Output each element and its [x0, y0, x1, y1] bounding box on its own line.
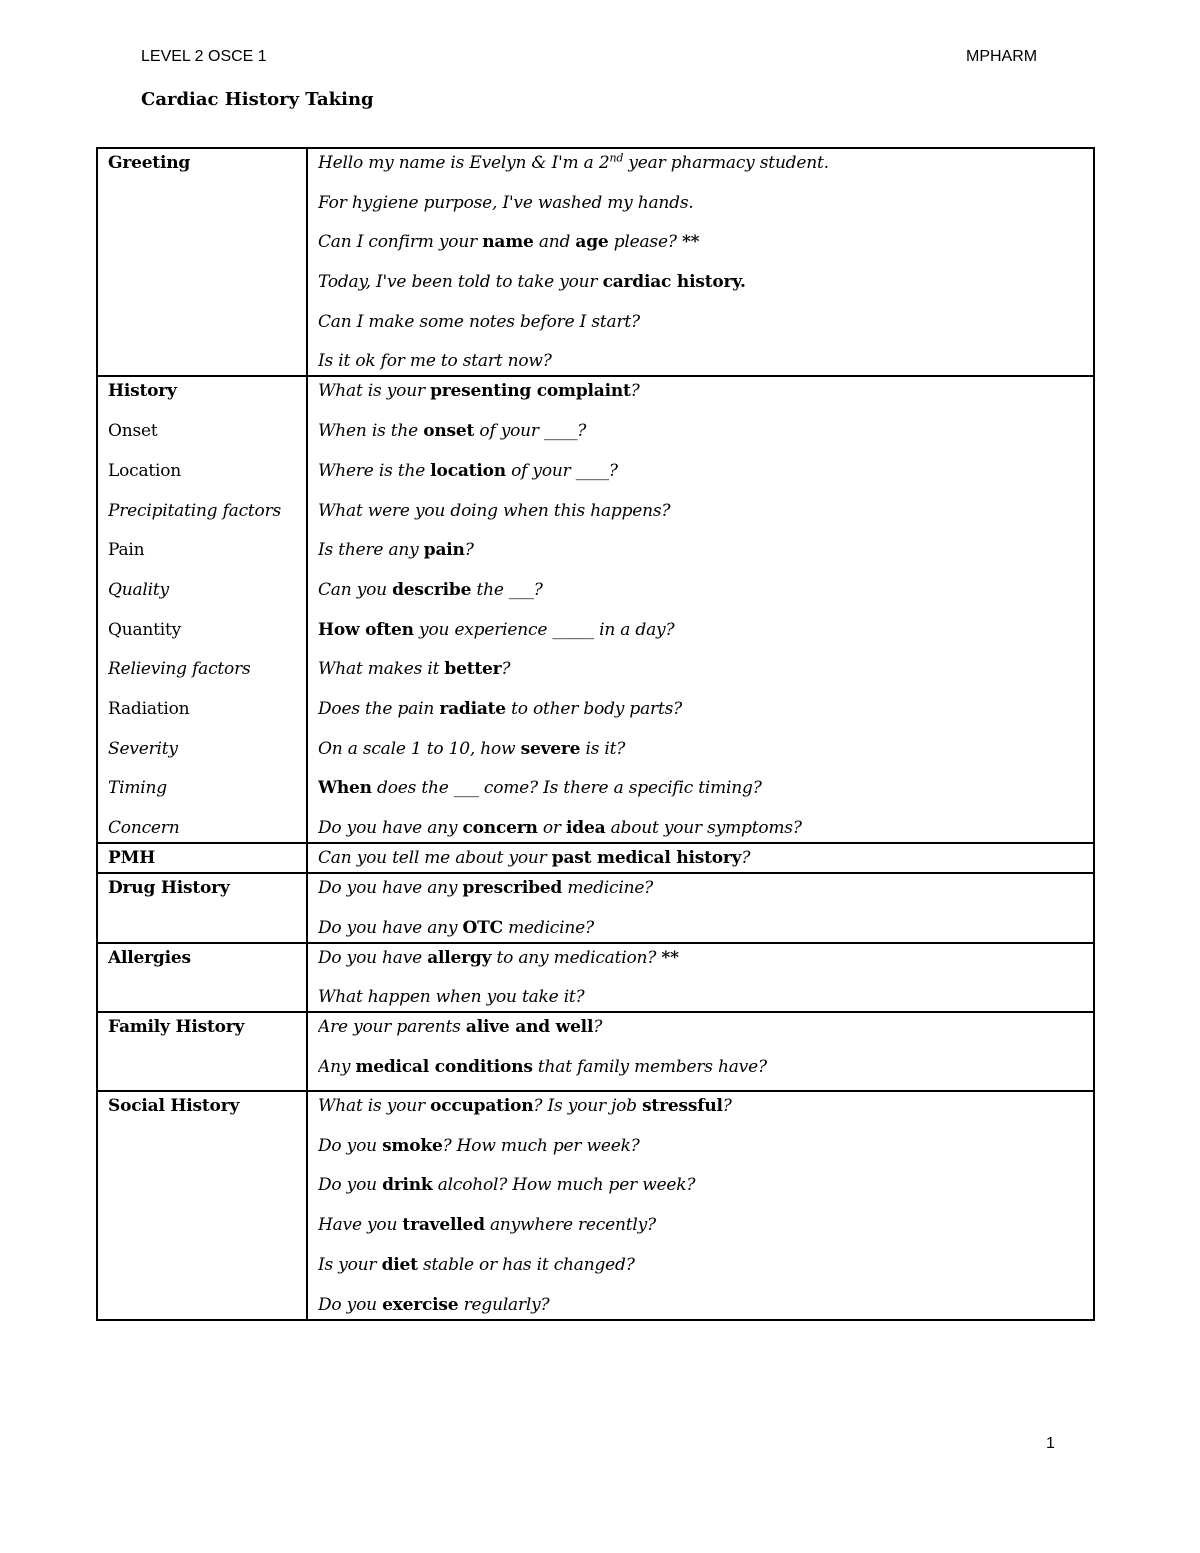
history-label-severity: Severity	[108, 738, 178, 759]
history-q-concern: Do you have any concern or idea about your symptoms?	[318, 818, 802, 838]
history-table	[96, 147, 1095, 1321]
table-row-allergies	[97, 943, 1094, 1013]
table-row-pmh	[97, 843, 1094, 873]
history-label-concern: Concern	[108, 818, 180, 838]
section-label-history: History	[108, 381, 177, 402]
greeting-intro: Hello my name is Evelyn & I'm a 2nd year pharmacy student.	[318, 151, 829, 173]
history-q-quantity: How often you experience _____ in a day?	[318, 619, 675, 640]
label-cell	[97, 943, 307, 1013]
history-label-onset: Onset	[108, 421, 158, 442]
history-label-quality: Quality	[108, 579, 169, 600]
history-label-location: Location	[108, 460, 182, 481]
social-q-drink: Do you drink alcohol? How much per week?	[318, 1175, 696, 1196]
greeting-confirm: Can I confirm your name and age please? **	[318, 232, 700, 253]
question-cell	[307, 943, 1094, 1013]
section-label-pmh: PMH	[108, 848, 156, 868]
social-q-exercise: Do you exercise regularly?	[318, 1294, 550, 1315]
history-label-radiation: Radiation	[108, 698, 190, 719]
history-q-presenting: What is your presenting complaint?	[318, 381, 640, 402]
social-q-smoke: Do you smoke? How much per week?	[318, 1135, 640, 1156]
drug-q-otc: Do you have any OTC medicine?	[318, 917, 594, 938]
allergies-q-allergy: Do you have allergy to any medication? **	[318, 947, 679, 968]
social-q-travel: Have you travelled anywhere recently?	[318, 1215, 656, 1236]
allergies-q-reaction: What happen when you take it?	[318, 987, 585, 1008]
section-label-greeting: Greeting	[108, 153, 191, 173]
history-q-radiation: Does the pain radiate to other body parts?	[318, 698, 683, 719]
section-label-drug-history: Drug History	[108, 878, 230, 898]
question-cell	[307, 376, 1094, 843]
section-label-allergies: Allergies	[108, 947, 191, 968]
header-right: MPHARM	[966, 48, 1038, 65]
label-cell	[97, 1012, 307, 1091]
history-q-pain: Is there any pain?	[318, 540, 474, 561]
page-title: Cardiac History Taking	[141, 89, 374, 110]
history-label-relieving: Relieving factors	[108, 659, 251, 680]
history-q-quality: Can you describe the ___?	[318, 579, 543, 600]
history-q-timing: When does the ___ come? Is there a specific timing?	[318, 778, 762, 799]
table-row-greeting	[97, 148, 1094, 376]
table-row-history	[97, 376, 1094, 843]
label-cell	[97, 148, 307, 376]
history-label-precipitating: Precipitating factors	[108, 500, 282, 521]
greeting-hygiene: For hygiene purpose, I've washed my hands.	[318, 192, 694, 213]
section-label-social-history: Social History	[108, 1096, 240, 1117]
label-cell	[97, 843, 307, 873]
greeting-told: Today, I've been told to take your cardiac history.	[318, 272, 746, 293]
section-label-family-history: Family History	[108, 1017, 245, 1038]
history-label-quantity: Quantity	[108, 619, 182, 640]
question-cell	[307, 1091, 1094, 1319]
social-q-occupation: What is your occupation? Is your job stressful?	[318, 1096, 732, 1117]
table-row-social-history	[97, 1091, 1094, 1319]
greeting-start: Is it ok for me to start now?	[318, 351, 552, 372]
history-q-location: Where is the location of your ____?	[318, 460, 618, 481]
label-cell	[97, 873, 307, 943]
history-q-relieving: What makes it better?	[318, 659, 511, 680]
header-left: LEVEL 2 OSCE 1	[141, 48, 267, 65]
history-label-timing: Timing	[108, 778, 167, 799]
social-q-diet: Is your diet stable or has it changed?	[318, 1254, 635, 1275]
question-cell	[307, 873, 1094, 943]
table-row-family-history	[97, 1012, 1094, 1091]
pmh-q: Can you tell me about your past medical history?	[318, 848, 751, 868]
label-cell	[97, 376, 307, 843]
greeting-notes: Can I make some notes before I start?	[318, 311, 640, 332]
history-q-severity: On a scale 1 to 10, how severe is it?	[318, 738, 626, 759]
page-number: 1	[1046, 1435, 1055, 1452]
question-cell	[307, 843, 1094, 873]
history-q-onset: When is the onset of your ____?	[318, 421, 587, 442]
drug-q-prescribed: Do you have any prescribed medicine?	[318, 878, 654, 898]
question-cell	[307, 148, 1094, 376]
family-q-conditions: Any medical conditions that family members have?	[318, 1057, 767, 1078]
table-row-drug-history	[97, 873, 1094, 943]
label-cell	[97, 1091, 307, 1319]
question-cell	[307, 1012, 1094, 1091]
history-label-pain: Pain	[108, 540, 145, 561]
history-q-precipitating: What were you doing when this happens?	[318, 500, 671, 521]
family-q-parents: Are your parents alive and well?	[318, 1017, 603, 1038]
